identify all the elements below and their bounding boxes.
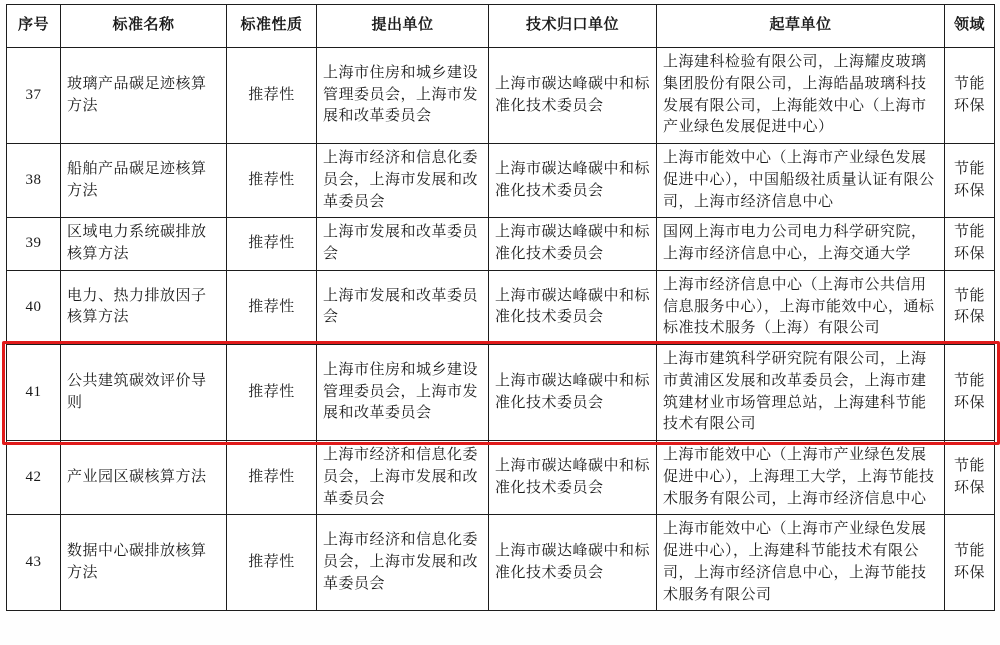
table-row bbox=[7, 441, 995, 515]
table-body bbox=[7, 48, 995, 611]
field-line-1: 节能 bbox=[953, 287, 985, 304]
field-line-2: 环保 bbox=[953, 479, 985, 496]
cell-technical-unit: 上海市碳达峰碳中和标准化技术委员会 bbox=[489, 218, 657, 271]
cell-standard-name: 公共建筑碳效评价导则 bbox=[61, 345, 227, 441]
cell-no: 40 bbox=[7, 270, 61, 344]
cell-no: 37 bbox=[7, 48, 61, 144]
cell-proposing-unit: 上海市经济和信息化委员会，上海市发展和改革委员会 bbox=[317, 515, 489, 611]
cell-drafting-unit: 上海市建筑科学研究院有限公司，上海市黄浦区发展和改革委员会，上海市建筑建材业市场管理总站，上海建科节能技术有限公司 bbox=[657, 345, 945, 441]
cell-no: 38 bbox=[7, 144, 61, 218]
cell-drafting-unit: 上海市能效中心（上海市产业绿色发展促进中心），中国船级社质量认证有限公司，上海市经济信息中心 bbox=[657, 144, 945, 218]
column-header-name: 标准名称 bbox=[61, 5, 227, 48]
cell-field bbox=[945, 218, 995, 271]
cell-field bbox=[945, 48, 995, 144]
column-header-field: 领域 bbox=[945, 5, 995, 48]
table-row bbox=[7, 218, 995, 271]
field-line-1: 节能 bbox=[953, 372, 985, 389]
cell-proposing-unit: 上海市发展和改革委员会 bbox=[317, 218, 489, 271]
field-line-2: 环保 bbox=[953, 394, 985, 411]
cell-nature: 推荐性 bbox=[227, 48, 317, 144]
cell-proposing-unit: 上海市经济和信息化委员会，上海市发展和改革委员会 bbox=[317, 441, 489, 515]
standards-table bbox=[6, 4, 995, 611]
cell-nature: 推荐性 bbox=[227, 218, 317, 271]
cell-proposing-unit: 上海市住房和城乡建设管理委员会，上海市发展和改革委员会 bbox=[317, 48, 489, 144]
cell-drafting-unit: 上海市能效中心（上海市产业绿色发展促进中心），上海理工大学，上海节能技术服务有限公司，上海市经济信息中心 bbox=[657, 441, 945, 515]
cell-field bbox=[945, 515, 995, 611]
field-line-2: 环保 bbox=[953, 182, 985, 199]
cell-nature: 推荐性 bbox=[227, 345, 317, 441]
cell-no: 39 bbox=[7, 218, 61, 271]
cell-drafting-unit: 上海建科检验有限公司，上海耀皮玻璃集团股份有限公司，上海皓晶玻璃科技发展有限公司，上海能效中心（上海市产业绿色发展促进中心） bbox=[657, 48, 945, 144]
cell-no: 42 bbox=[7, 441, 61, 515]
cell-nature: 推荐性 bbox=[227, 515, 317, 611]
table-row bbox=[7, 144, 995, 218]
field-line-1: 节能 bbox=[953, 224, 985, 241]
field-line-2: 环保 bbox=[953, 246, 985, 262]
cell-technical-unit: 上海市碳达峰碳中和标准化技术委员会 bbox=[489, 270, 657, 344]
column-header-propose: 提出单位 bbox=[317, 5, 489, 48]
cell-technical-unit: 上海市碳达峰碳中和标准化技术委员会 bbox=[489, 515, 657, 611]
cell-nature: 推荐性 bbox=[227, 144, 317, 218]
cell-technical-unit: 上海市碳达峰碳中和标准化技术委员会 bbox=[489, 144, 657, 218]
cell-proposing-unit: 上海市经济和信息化委员会，上海市发展和改革委员会 bbox=[317, 144, 489, 218]
field-line-2: 环保 bbox=[953, 309, 985, 326]
table-row-highlighted bbox=[7, 345, 995, 441]
field-line-1: 节能 bbox=[953, 160, 985, 177]
cell-standard-name: 产业园区碳核算方法 bbox=[61, 441, 227, 515]
table-row bbox=[7, 515, 995, 611]
field-line-2: 环保 bbox=[953, 564, 985, 581]
column-header-draft: 起草单位 bbox=[657, 5, 945, 48]
cell-no: 41 bbox=[7, 345, 61, 441]
cell-drafting-unit: 上海市经济信息中心（上海市公共信用信息服务中心），上海市能效中心，通标标准技术服务（上海）有限公司 bbox=[657, 270, 945, 344]
cell-field bbox=[945, 144, 995, 218]
cell-field bbox=[945, 345, 995, 441]
field-line-1: 节能 bbox=[953, 457, 985, 474]
cell-standard-name: 数据中心碳排放核算方法 bbox=[61, 515, 227, 611]
cell-standard-name: 区域电力系统碳排放核算方法 bbox=[61, 218, 227, 271]
column-header-nature: 标准性质 bbox=[227, 5, 317, 48]
table-row bbox=[7, 48, 995, 144]
cell-drafting-unit: 国网上海市电力公司电力科学研究院，上海市经济信息中心，上海交通大学 bbox=[657, 218, 945, 271]
cell-field bbox=[945, 441, 995, 515]
cell-standard-name: 玻璃产品碳足迹核算方法 bbox=[61, 48, 227, 144]
cell-drafting-unit: 上海市能效中心（上海市产业绿色发展促进中心），上海建科节能技术有限公司，上海市经济信息中心，上海节能技术服务有限公司 bbox=[657, 515, 945, 611]
cell-technical-unit: 上海市碳达峰碳中和标准化技术委员会 bbox=[489, 48, 657, 144]
table-row bbox=[7, 270, 995, 344]
cell-nature: 推荐性 bbox=[227, 270, 317, 344]
cell-nature: 推荐性 bbox=[227, 441, 317, 515]
column-header-no: 序号 bbox=[7, 5, 61, 48]
cell-proposing-unit: 上海市住房和城乡建设管理委员会，上海市发展和改革委员会 bbox=[317, 345, 489, 441]
cell-no: 43 bbox=[7, 515, 61, 611]
cell-technical-unit: 上海市碳达峰碳中和标准化技术委员会 bbox=[489, 441, 657, 515]
table-header bbox=[7, 5, 995, 48]
field-line-1: 节能 bbox=[953, 75, 985, 92]
cell-field bbox=[945, 270, 995, 344]
column-header-tech: 技术归口单位 bbox=[489, 5, 657, 48]
field-line-1: 节能 bbox=[953, 543, 985, 559]
cell-technical-unit: 上海市碳达峰碳中和标准化技术委员会 bbox=[489, 345, 657, 441]
cell-standard-name: 船舶产品碳足迹核算方法 bbox=[61, 144, 227, 218]
field-line-2: 环保 bbox=[953, 97, 985, 114]
cell-proposing-unit: 上海市发展和改革委员会 bbox=[317, 270, 489, 344]
table-header-row bbox=[7, 5, 995, 48]
cell-standard-name: 电力、热力排放因子核算方法 bbox=[61, 270, 227, 344]
